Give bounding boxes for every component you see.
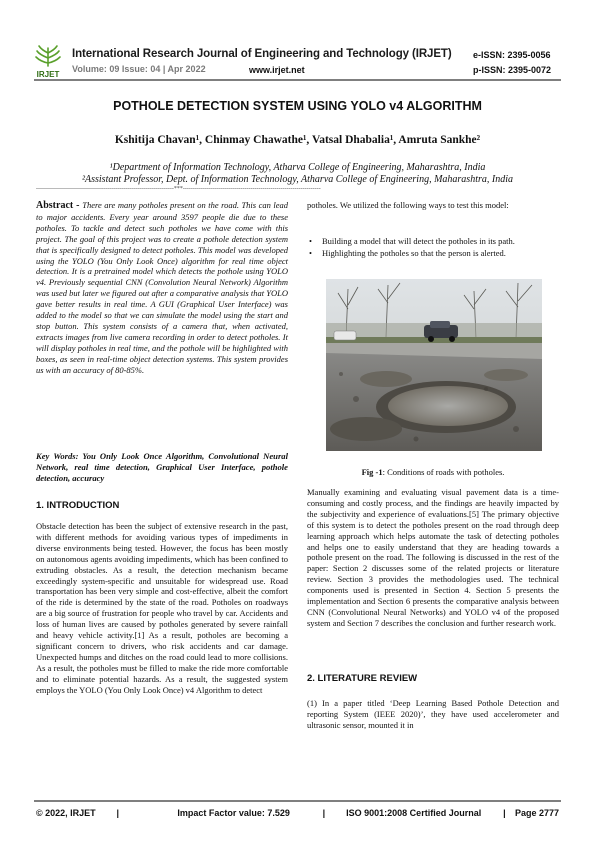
footer-iso: ISO 9001:2008 Certified Journal [346, 808, 482, 818]
lit-review-text: (1) In a paper titled ‘Deep Learning Based Pothole Detection and reporting System (IEEE 2020)’, they have used accelerometer and ultrasonic sensor, mounted it in [307, 698, 559, 730]
affiliation-1: ¹Department of Information Technology, Atharva College of Engineering, Maharashtra, India [109, 162, 486, 173]
p-issn: p-ISSN: 2395-0072 [473, 65, 552, 75]
figure-caption-text: : Conditions of roads with potholes. [382, 467, 505, 477]
figure-caption [307, 467, 559, 477]
intro-heading: 1. INTRODUCTION [36, 500, 120, 511]
pothole-road-photo [326, 279, 542, 451]
abstract-text: There are many potholes present on the road. This can lead to major accidents. Every year around 3597 people die due to these potholes. To tackle and detect such potholes we have come with this project. The goal of this project was to create a pothole detection system that is specifically designed to detect potholes. This model was developed using the YOLO (You Only Look Once) algorithm for real time object detection. It is a pretrained model which detects the pothole using YOLO v4. Previously sequential CNN (Convolution Neural Network) Algorithm was used but later we figured out after a comparative analysis that YOLO gave better results in real time. A GUI (Graphical User Interface) was added to the model so that we can simulate the model using the start and stop button. This system consists of a camera that, when activated, extracts images from live camera recording in order to detect potholes. It will display potholes in real time, and the pothole will be highlighted with boxes, as seen in real-time object detection systems. This system provides us with an accuracy of 80-85%. [36, 200, 289, 375]
abstract [36, 200, 288, 376]
footer-divider: | [322, 808, 326, 818]
journal-website[interactable]: www.irjet.net [249, 65, 305, 75]
section-separator: ---------------------------------------------------------------------***--------------------------------------------------------------------- [36, 186, 321, 192]
keywords: Key Words: You Only Look Once Algorithm, Convolutional Neural Network, real time detection, Graphical User Interface, pothole detection, accuracy [36, 451, 288, 484]
bullet-list [307, 236, 559, 260]
footer-copyright: © 2022, IRJET [36, 808, 96, 818]
volume-issue: Volume: 09 Issue: 04 | Apr 2022 [72, 64, 206, 74]
footer-divider: | [503, 808, 506, 818]
logo-text: IRJET [36, 70, 60, 79]
affiliation-2: ²Assistant Professor, Dept. of Information Technology, Atharva College of Engineering, Maharashtra, India [82, 174, 513, 185]
intro-text: Obstacle detection has been the subject of extensive research in the past, with different methods for avoiding various types of impediments in diverse environments being tested. However, the focus has been mostly on autonomous agents avoiding impediments, which has been confined to extruding obstacles. As a result, the detection mechanism became exceedingly system-specific and unsuitable for widespread use. Road transportation has been very simple and cost-effective, albeit the comfort of the ride is determined by the state of the road. Potholes on roadways are a big source of frustration for people who travel by car. Accidents and loss of human lives are caused by potholes generated by severe rainfall and heavy vehicle activity.[1] As a result, potholes are becoming a significant concern to drivers, who risk accidents and car damage. Unexpected humps and ditches on the road could lead to more collisions. As a result, the potholes must be filled to make the ride more comfortable and to eliminate potential hazards. As a result, the suggested system employs the YOLO (You Only Look Once) v4 Algorithm to detect [36, 521, 288, 695]
header-rule [34, 79, 561, 81]
footer-divider: | [116, 808, 120, 818]
figure-label: Fig -1 [361, 467, 383, 477]
footer-impact-factor: Impact Factor value: 7.529 [177, 808, 290, 818]
lit-review-heading: 2. LITERATURE REVIEW [307, 673, 418, 684]
right-top-text: potholes. We utilized the following ways to test this model: [307, 200, 509, 210]
authors: Kshitija Chavan¹, Chinmay Chawathe¹, Vatsal Dhabalia¹, Amruta Sankhe² [114, 134, 481, 146]
journal-name: International Research Journal of Engineering and Technology (IRJET) [72, 48, 452, 60]
bullet-item: • Highlighting the potholes so that the person is alerted. [307, 248, 559, 259]
right-mid-text: Manually examining and evaluating visual pavement data is a time-consuming and costly process, and the findings are heavily impacted by the subjectivity and experience of evaluations.[5] The primary objective of this system is to detect the potholes present on the road through deep learning approach which helps automate the task of detecting potholes and helps one to easily understand that they are heading towards a pothole present on the road. The following is discussed in the rest of the paper: Section 2 discusses some of the related projects or literature review. Section 3 provides the methodologies used. The technical components used is presented in Section 4. Section 5 presents the implementation and Section 6 presents the comparative analysis between CNN (Convolutional Neural Networks) and YOLO v4 of the proposed system and Section 7 describes the conclusion and further research work. [307, 487, 559, 628]
footer [36, 808, 559, 818]
footer-rule [34, 800, 561, 802]
abstract-label: Abstract - [36, 200, 83, 211]
irjet-logo [34, 44, 62, 80]
paper-title: POTHOLE DETECTION SYSTEM USING YOLO v4 ALGORITHM [113, 99, 482, 113]
footer-page-number: Page 2777 [514, 808, 559, 818]
bullet-item: • Building a model that will detect the potholes in its path. [307, 236, 559, 247]
e-issn: e-ISSN: 2395-0056 [473, 50, 551, 60]
